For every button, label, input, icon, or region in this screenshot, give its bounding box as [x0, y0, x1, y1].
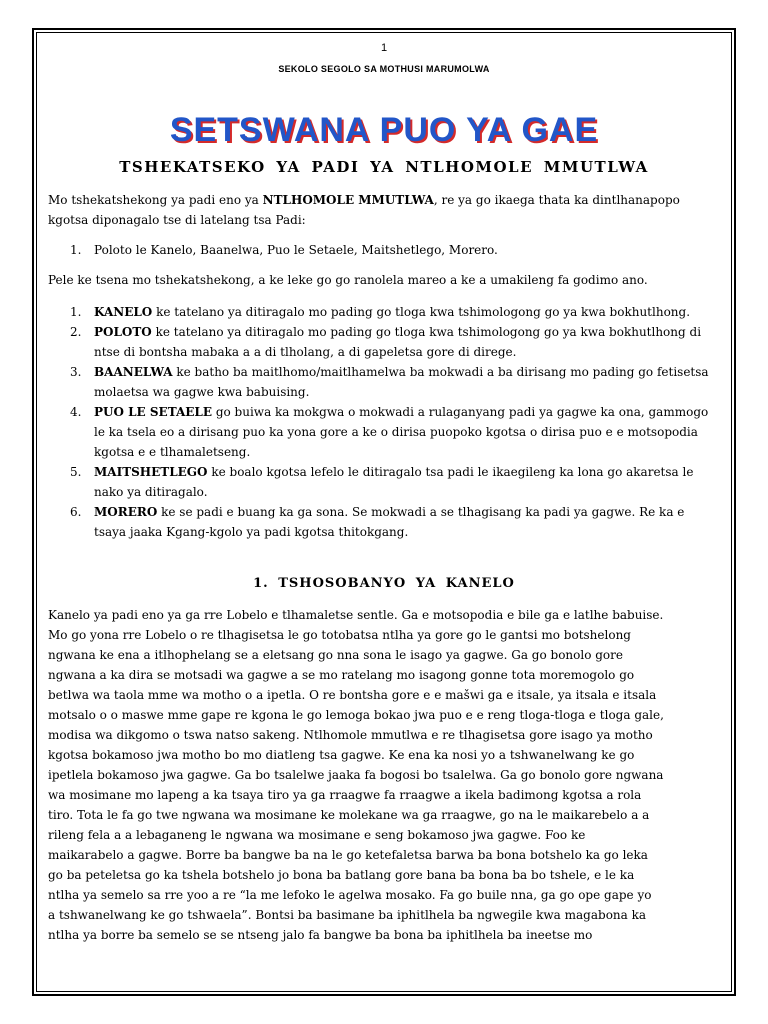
definition-item — [48, 462, 720, 502]
definition-number: 1. — [70, 305, 82, 319]
definition-text: ke tatelano ya ditiragalo mo pading go tloga kwa tshimologong go ya kwa bokhutlhong. — [152, 305, 691, 319]
definition-term: KANELO — [94, 305, 153, 319]
paragraph-line: maikarabelo a gagwe. Borre ba bangwe ba na le go ketefaletsa barwa ba bona botshelo ka go leka — [48, 848, 648, 862]
paragraph-line: kgotsa bokamoso jwa motho bo mo diatleng tsa gagwe. Ke ena ka nosi yo a tshwanelwang ke go — [48, 748, 635, 762]
definition-item — [48, 502, 720, 542]
mid-paragraph: Pele ke tsena mo tshekatshekong, a ke leke go go ranolela mareo a ke a umakileng fa godimo ano. — [48, 273, 648, 287]
definitions-list — [48, 302, 720, 542]
list-item-text: Poloto le Kanelo, Baanelwa, Puo le Setaele, Maitshetlego, Morero. — [94, 243, 498, 257]
definition-item — [48, 402, 720, 462]
school-name: SEKOLO SEGOLO SA MOTHUSI MARUMOLWA — [278, 64, 490, 74]
paragraph-line: go ba peteletsa go ka tshela botshelo jo bona ba batlang gore bana ba bona ba bo tshele, e le ka — [48, 868, 635, 882]
definition-text: ke se padi e buang ka ga sona. Se mokwadi a se tlhagisang ka padi ya gagwe. Re ka e tsaya jaaka Kgang-kgolo ya padi kgotsa thitokgang. — [94, 505, 685, 539]
definition-item — [48, 322, 720, 362]
paragraph-line: motsalo o o maswe mme gape re kgona le go lemoga bokao jwa puo e e reng tloga-tloga e tloga gale, — [48, 708, 664, 722]
definition-number: 2. — [70, 325, 82, 339]
definition-term: MORERO — [94, 505, 158, 519]
definition-item — [48, 362, 720, 402]
definition-text: ke batho ba maitlhomo/maitlhamelwa ba mokwadi a ba dirisang mo pading go fetisetsa molaetsa wa gagwe kwa babuising. — [94, 365, 709, 399]
definition-number: 5. — [70, 465, 82, 479]
paragraph-line: betlwa wa taola mme wa motho o a ipetla. O re bontsha gore e e mašwi ga e itsale, ya itsala e itsala — [48, 688, 657, 702]
definition-number: 3. — [70, 365, 82, 379]
elements-list — [48, 240, 720, 260]
paragraph-line: ngwana a ka dira se motsadi wa gagwe a se mo ratelang mo isagong gonne tota moremogolo go — [48, 668, 635, 682]
banner-title: SETSWANA PUO YA GAE — [169, 111, 599, 149]
document-page — [48, 42, 720, 945]
document-subtitle: TSHEKATSEKO YA PADI YA NTLHOMOLE MMUTLWA — [119, 158, 649, 176]
page-number: 1 — [380, 42, 388, 54]
intro-paragraph — [48, 190, 720, 230]
paragraph-line: rileng fela a a lebaganeng le ngwana wa mosimane e seng bokamoso jwa gagwe. Foo ke — [48, 828, 586, 842]
definition-text: ke boalo kgotsa lefelo le ditiragalo tsa padi le ikaegileng ka lona go akaretsa le nako ya ditiragalo. — [94, 465, 694, 499]
definition-term: BAANELWA — [94, 365, 173, 379]
paragraph-line: Kanelo ya padi eno ya ga rre Lobelo e tlhamaletse sentle. Ga e motsopodia e bile ga e latlhe babuise. — [48, 608, 664, 622]
paragraph-line: ntlha ya borre ba semelo se se ntseng jalo fa bangwe ba bona ba iphitlhela ba ineetse mo — [48, 928, 593, 942]
intro-text-before: Mo tshekatshekong ya padi eno ya — [48, 193, 263, 207]
paragraph-line: ipetlela bokamoso jwa gagwe. Ga bo tsalelwe jaaka fa bogosi bo tsalelwa. Ga go bonolo gore ngwana — [48, 768, 664, 782]
paragraph-line: wa mosimane mo lapeng a ka tsaya tiro ya ga rraagwe fa rraagwe a ikela badimong kgotsa a rola — [48, 788, 642, 802]
paragraph-line: tiro. Tota le fa go twe ngwana wa mosimane ke molekane wa ga rraagwe, go na le maikarebelo a a — [48, 808, 650, 822]
definition-text: go buiwa ka mokgwa o mokwadi a rulaganyang padi ya gagwe ka ona, gammogo le ka tsela eo a dirisang puo ka yona gore a ke o dirisa puopoko kgotsa o dirisa puo e e motsopodia kgotsa e e tlhamaletseng. — [94, 405, 709, 459]
paragraph-line: Mo go yona rre Lobelo o re tlhagisetsa le go totobatsa ntlha ya gore go le gantsi mo botshelong — [48, 628, 631, 642]
paragraph-line: modisa wa dikgomo o tswa natso sakeng. Ntlhomole mmutlwa e re tlhagisetsa gore isago ya motho — [48, 728, 653, 742]
definition-text: ke tatelano ya ditiragalo mo pading go tloga kwa tshimologong go ya kwa bokhutlhong di ntse di bontsha mabaka a a di tlholang, a di gapeletsa gore di direge. — [94, 325, 702, 359]
list-item — [48, 240, 720, 260]
definition-item — [48, 302, 720, 322]
definition-term: MAITSHETLEGO — [94, 465, 208, 479]
definition-number: 4. — [70, 405, 82, 419]
list-item-number: 1. — [70, 243, 82, 257]
definition-term: PUO LE SETAELE — [94, 405, 213, 419]
intro-text-after: , re ya go ikaega thata ka dintlhanapopo kgotsa diponagalo tse di latelang tsa Padi: — [48, 193, 680, 227]
definition-term: POLOTO — [94, 325, 152, 339]
section-heading: 1. TSHOSOBANYO YA KANELO — [253, 576, 515, 591]
definition-number: 6. — [70, 505, 82, 519]
paragraph-line: a tshwanelwang ke go tshwaela”. Bontsi ba basimane ba iphitlhela ba ngwegile kwa magabona ka — [48, 908, 647, 922]
paragraph-line: ntlha ya semelo sa rre yoo a re “la me lefoko le agelwa mosako. Fa go buile nna, ga go ope gape yo — [48, 888, 652, 902]
intro-book-title: NTLHOMOLE MMUTLWA — [262, 193, 434, 207]
paragraph-line: ngwana ke ena a itlhophelang se a eletsang go nna sona le isago ya gagwe. Ga go bonolo gore — [48, 648, 623, 662]
summary-paragraph — [48, 605, 720, 945]
